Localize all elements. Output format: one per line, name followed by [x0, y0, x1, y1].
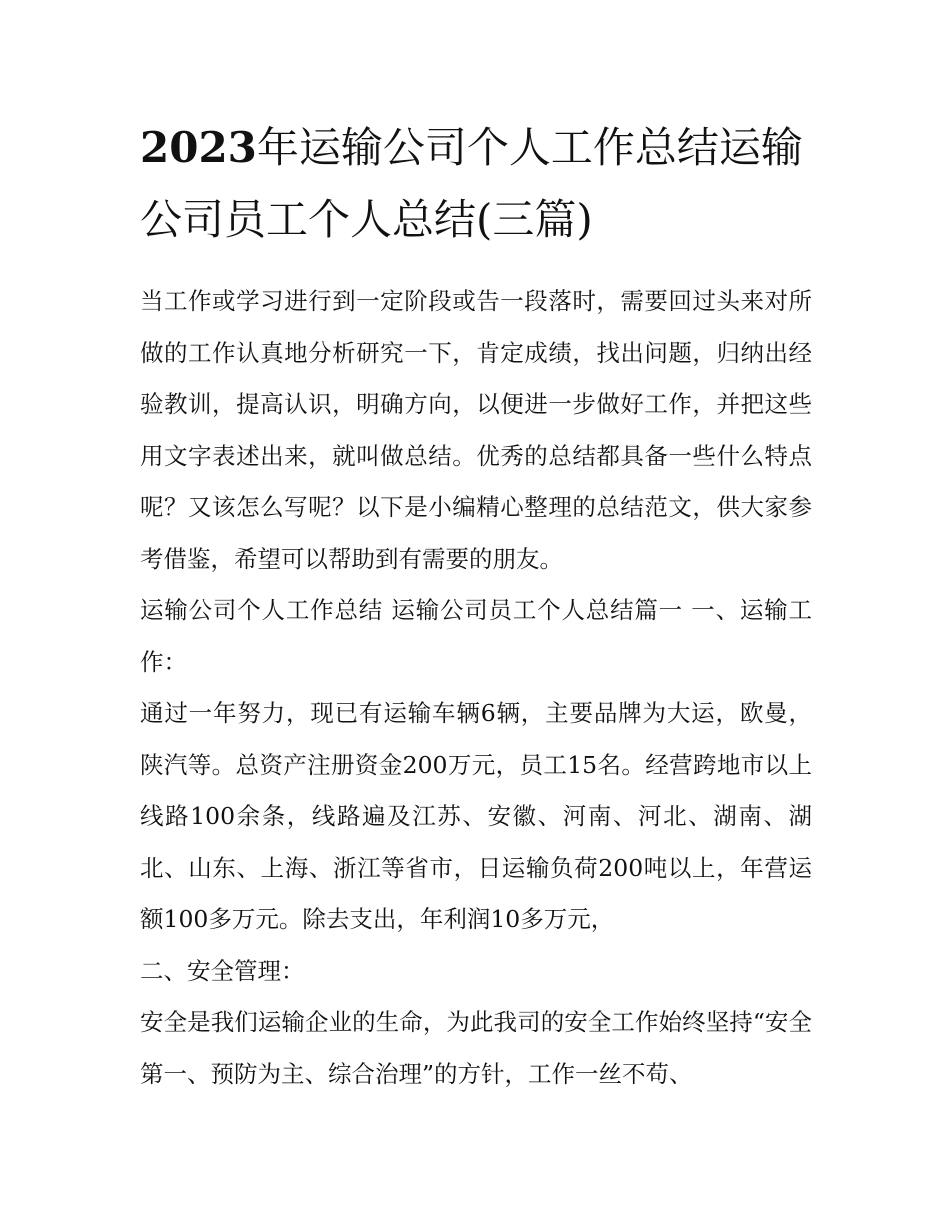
intro-paragraph: 当工作或学习进行到一定阶段或告一段落时，需要回过头来对所做的工作认真地分析研究一下，肯定成绩，找出问题，归纳出经验教训，提高认识，明确方向，以便进一步做好工作，并把这些用文字表述出来，就叫做总结。优秀的总结都具备一些什么特点呢？又该怎么写呢？以下是小编精心整理的总结范文，供大家参考借鉴，希望可以帮助到有需要的朋友。 — [140, 287, 812, 573]
document-body — [140, 276, 812, 1100]
title-year: 2023 — [140, 123, 257, 172]
document-title — [140, 112, 820, 256]
safety-paragraph: 安全是我们运输企业的生命，为此我司的安全工作始终坚持“安全第一、预防为主、综合治理”的方针，工作一丝不苟、 — [140, 1008, 812, 1088]
section-heading-safety: 二、安全管理： — [140, 956, 305, 985]
transport-paragraph: 通过一年努力，现已有运输车辆6辆，主要品牌为大运，欧曼，陕汽等。总资产注册资金200万元，员工15名。经营跨地市以上线路100余条，线路遍及江苏、安徽、河南、河北、湖南、湖北、山东、上海、浙江等省市，日运输负荷200吨以上，年营运额100多万元。除去支出，年利润10多万元， — [140, 699, 812, 933]
title-text: 年运输公司个人工作总结运输公司员工个人总结(三篇) — [140, 123, 803, 244]
section-heading-transport: 运输公司个人工作总结 运输公司员工个人总结篇一 一、运输工作： — [140, 596, 812, 676]
